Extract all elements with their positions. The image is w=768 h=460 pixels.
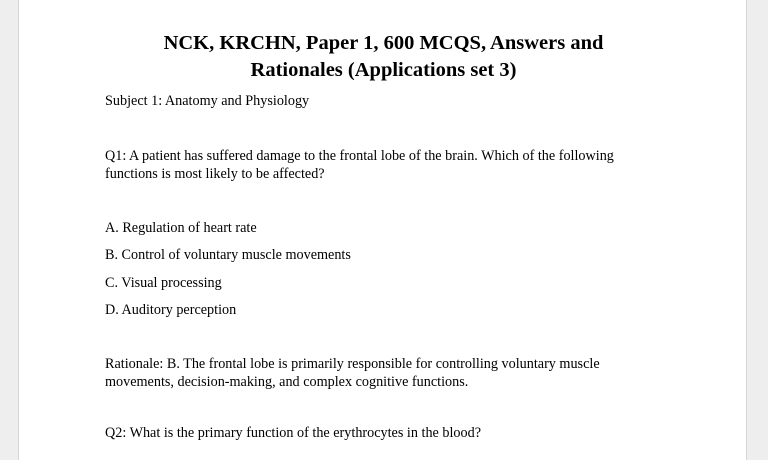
question-text: Q1: A patient has suffered damage to the frontal lobe of the brain. Which of the following functions is most likely to be affected? <box>105 148 614 182</box>
page-title <box>19 30 748 84</box>
next-question-partial: Q2: What is the primary function of the erythrocytes in the blood? <box>105 425 482 441</box>
option-b: B. Control of voluntary muscle movements <box>105 247 351 263</box>
option-a: A. Regulation of heart rate <box>105 220 257 236</box>
title-line-2: Rationales (Applications set 3) <box>250 59 517 81</box>
option-c: C. Visual processing <box>105 275 222 291</box>
document-page <box>18 0 747 460</box>
title-line-1: NCK, KRCHN, Paper 1, 600 MCQS, Answers and <box>163 32 604 54</box>
subject-heading: Subject 1: Anatomy and Physiology <box>105 93 310 109</box>
option-d: D. Auditory perception <box>105 302 237 318</box>
rationale-text: Rationale: B. The frontal lobe is primarily responsible for controlling voluntary muscle movements, decision-making, and complex cognitive functions. <box>105 356 600 390</box>
